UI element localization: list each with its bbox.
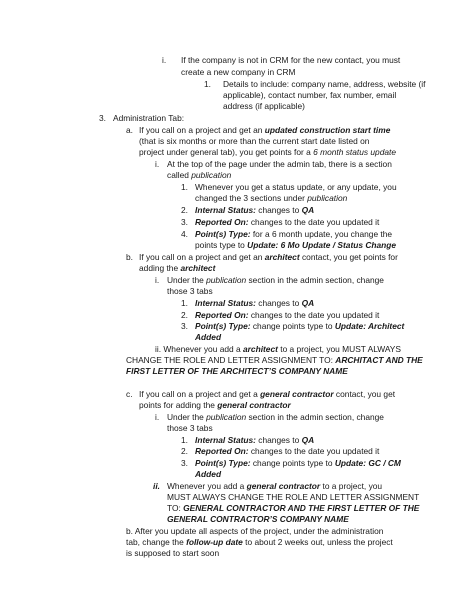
text-line: Whenever you get a status update, or any update, you	[195, 182, 397, 192]
text-line: Internal Status: changes to QA	[195, 298, 315, 308]
text-line: If you call on a project and get an updated construction start time	[139, 125, 391, 135]
text-line: adding the architect	[139, 263, 216, 273]
text-line: TO: GENERAL CONTRACTOR AND THE FIRST LETTER OF THE	[167, 503, 420, 513]
list-marker: i.	[162, 55, 167, 65]
text-line: changed the 3 sections under publication	[195, 193, 348, 203]
list-marker: 2.	[181, 446, 188, 456]
text-line: If you call on a project and get a general contractor contact, you get	[139, 389, 396, 399]
text-line: Internal Status: changes to QA	[195, 205, 315, 215]
text-line: Under the publication section in the admin section, change	[167, 275, 384, 285]
text-line: At the top of the page under the admin tab, there is a section	[167, 159, 392, 169]
text-line: create a new company in CRM	[181, 67, 296, 77]
list-marker: 3.	[99, 113, 106, 123]
text-line: If the company is not in CRM for the new contact, you must	[181, 55, 401, 65]
text-line: MUST ALWAYS CHANGE THE ROLE AND LETTER ASSIGNMENT	[167, 492, 420, 502]
text-line: Point(s) Type: change points type to Update: Architect	[195, 321, 405, 331]
text-line: Reported On: changes to the date you updated it	[195, 446, 380, 456]
text-line: (that is six months or more than the current start date listed on	[139, 136, 370, 146]
section-heading: Administration Tab:	[113, 113, 185, 123]
list-marker: a.	[126, 125, 133, 135]
list-marker: ii.	[153, 481, 160, 491]
list-marker: i.	[155, 159, 160, 169]
text-line: Under the publication section in the admin section, change	[167, 412, 384, 422]
text-line: Details to include: company name, address, website (if	[223, 79, 426, 89]
text-line: Point(s) Type: for a 6 month update, you change the	[195, 229, 393, 239]
list-marker: 4.	[181, 229, 188, 239]
text-line: those 3 tabs	[167, 286, 213, 296]
text-line: b. After you update all aspects of the project, under the administration	[126, 526, 384, 536]
text-line: GENERAL CONTRACTOR’S COMPANY NAME	[167, 514, 349, 524]
text-line: called publication	[167, 170, 232, 180]
list-marker: 2.	[181, 205, 188, 215]
list-marker: 1.	[181, 182, 188, 192]
text-line: Added	[195, 469, 222, 479]
list-marker: 3.	[181, 217, 188, 227]
text-line: is supposed to start soon	[126, 548, 220, 558]
text-line: ii. Whenever you add a architect to a project, you MUST ALWAYS	[155, 344, 401, 354]
text-line: points for adding the general contractor	[139, 400, 291, 410]
text-line: Reported On: changes to the date you updated it	[195, 310, 380, 320]
text-line: Whenever you add a general contractor to a project, you	[167, 481, 383, 491]
list-marker: 3.	[181, 458, 188, 468]
text-line: Internal Status: changes to QA	[195, 435, 315, 445]
text-line: project under general tab), you get points for a 6 month status update	[139, 147, 396, 157]
text-line: tab, change the follow-up date to about 2 weeks out, unless the project	[126, 537, 393, 547]
text-line: Point(s) Type: change points type to Update: GC / CM	[195, 458, 401, 468]
list-marker: 2.	[181, 310, 188, 320]
text-line: address (if applicable)	[223, 101, 305, 111]
list-marker: i.	[155, 275, 160, 285]
list-marker: i.	[155, 412, 160, 422]
list-marker: 1.	[204, 79, 211, 89]
text-line: Added	[195, 332, 222, 342]
text-line: applicable), contact number, fax number, email	[223, 90, 397, 100]
list-marker: c.	[126, 389, 133, 399]
text-line: If you call on a project and get an architect contact, you get points for	[139, 252, 398, 262]
text-line: FIRST LETTER OF THE ARCHITECT’S COMPANY NAME	[126, 366, 348, 376]
text-line: points type to Update: 6 Mo Update / Status Change	[195, 240, 397, 250]
list-marker: 3.	[181, 321, 188, 331]
text-line: those 3 tabs	[167, 423, 213, 433]
list-marker: 1.	[181, 298, 188, 308]
text-line: Reported On: changes to the date you updated it	[195, 217, 380, 227]
list-marker: 1.	[181, 435, 188, 445]
text-line: CHANGE THE ROLE AND LETTER ASSIGNMENT TO: ARCHITACT AND THE	[126, 355, 423, 365]
list-marker: b.	[126, 252, 133, 262]
